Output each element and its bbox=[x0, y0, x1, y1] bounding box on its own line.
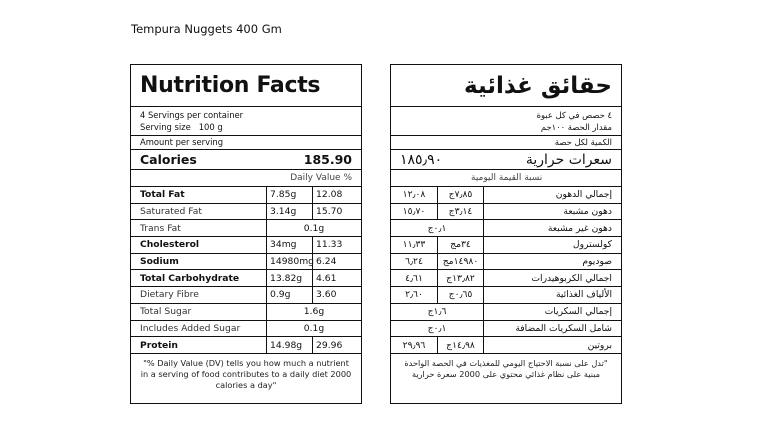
nutrient-daily-value: ١١٫٣٣ bbox=[391, 237, 438, 253]
nutrient-label: Trans Fat bbox=[140, 222, 181, 234]
nutrient-daily-value: ١٢٫٠٨ bbox=[391, 187, 438, 203]
nutrient-amount: ٧٫٨٥ج bbox=[438, 187, 484, 203]
nutrition-facts-panel-arabic bbox=[390, 64, 622, 404]
nutrient-daily-value: ٢٫٦٠ bbox=[391, 287, 438, 303]
daily-value-header-arabic: نسبة القيمة اليومية bbox=[391, 170, 621, 187]
nutrient-label: Total Fat bbox=[140, 189, 185, 201]
serving-size: Serving size 100 g bbox=[140, 122, 223, 132]
nutrient-rows-arabic bbox=[391, 187, 621, 354]
nutrition-facts-panel-english bbox=[130, 64, 362, 404]
nutrient-row bbox=[131, 321, 361, 338]
nutrient-row bbox=[131, 287, 361, 304]
nutrient-row bbox=[131, 337, 361, 354]
nutrient-daily-value: 12.08 bbox=[312, 187, 361, 203]
nutrient-label: بروتين bbox=[587, 339, 612, 351]
nutrient-row bbox=[391, 304, 621, 321]
nutrient-amount: 14980mg bbox=[266, 254, 312, 270]
nutrient-label: Includes Added Sugar bbox=[140, 322, 241, 334]
footnote-arabic: "تدل على نسبة الاحتياج اليومي للمغذيات في الحصة الواحدة مبنية على نظام غذائي محتوي على 2000 سعرة حرارية bbox=[404, 357, 608, 379]
nutrient-row bbox=[131, 254, 361, 271]
panel-header bbox=[391, 65, 621, 107]
nutrient-label: Dietary Fibre bbox=[140, 289, 199, 301]
nutrient-daily-value: 6.24 bbox=[312, 254, 361, 270]
nutrient-label: إجمالي السكريات bbox=[544, 306, 612, 318]
nutrient-label: دهون غير مشبعة bbox=[547, 222, 612, 234]
nutrient-row bbox=[391, 270, 621, 287]
nutrient-amount: ٣٤مج bbox=[438, 237, 484, 253]
nutrient-label: دهون مشبعة bbox=[563, 206, 612, 218]
nutrient-row bbox=[391, 287, 621, 304]
nutrient-row bbox=[131, 187, 361, 204]
nutrient-amount: ٠٫١ج bbox=[391, 220, 484, 236]
nutrient-label: Protein bbox=[140, 339, 178, 351]
nutrient-amount: 0.9g bbox=[266, 287, 312, 303]
nutrient-daily-value: ٦٫٢٤ bbox=[391, 254, 438, 270]
nutrient-row bbox=[131, 304, 361, 321]
nutrient-row bbox=[391, 337, 621, 354]
nutrient-daily-value: 15.70 bbox=[312, 204, 361, 220]
calories-row bbox=[131, 150, 361, 170]
nutrient-amount: 3.14g bbox=[266, 204, 312, 220]
nutrient-label: Saturated Fat bbox=[140, 206, 202, 218]
nutrient-label: كولسترول bbox=[572, 239, 612, 251]
nutrient-label: Sodium bbox=[140, 256, 179, 268]
calories-value-arabic: ١٨٥٫٩٠ bbox=[400, 151, 443, 168]
nutrient-daily-value: ٤٫٦١ bbox=[391, 270, 438, 286]
nutrient-row bbox=[131, 270, 361, 287]
nutrient-amount: ٠٫١ج bbox=[391, 321, 484, 337]
nutrition-facts-heading-arabic: حقائق غذائية bbox=[464, 72, 612, 99]
nutrient-row bbox=[131, 237, 361, 254]
nutrient-rows bbox=[131, 187, 361, 354]
calories-label: Calories bbox=[140, 152, 197, 167]
calories-row-arabic bbox=[391, 150, 621, 170]
nutrient-label: Total Sugar bbox=[140, 306, 192, 318]
nutrient-amount: 0.1g bbox=[266, 220, 361, 236]
nutrient-label: اجمالي الكربوهيدرات bbox=[531, 272, 612, 284]
nutrient-daily-value: 3.60 bbox=[312, 287, 361, 303]
nutrient-amount: 7.85g bbox=[266, 187, 312, 203]
nutrient-row bbox=[391, 204, 621, 221]
serving-info bbox=[131, 107, 361, 136]
serving-info-arabic bbox=[391, 107, 621, 136]
servings-per-container-arabic: ٤ حصص في كل عبوة bbox=[536, 110, 612, 120]
product-title: Tempura Nuggets 400 Gm bbox=[131, 22, 282, 36]
nutrient-row bbox=[131, 204, 361, 221]
nutrient-amount: 1.6g bbox=[266, 304, 361, 320]
nutrient-amount: ٣٫١٤ج bbox=[438, 204, 484, 220]
nutrient-amount: ١٫٦ج bbox=[391, 304, 484, 320]
nutrition-facts-heading: Nutrition Facts bbox=[140, 73, 321, 98]
serving-size-arabic: مقدار الحصة ١٠٠جم bbox=[540, 122, 612, 132]
panel-header bbox=[131, 65, 361, 107]
nutrient-daily-value: 29.96 bbox=[312, 337, 361, 353]
nutrient-row bbox=[391, 237, 621, 254]
nutrient-row bbox=[131, 220, 361, 237]
nutrient-amount: ٠٫٦٥ج bbox=[438, 287, 484, 303]
nutrient-label: Cholesterol bbox=[140, 239, 200, 251]
nutrient-row bbox=[391, 321, 621, 338]
nutrient-label: شامل السكريات المضافة bbox=[515, 322, 612, 334]
nutrient-label: الألياف الغذائية bbox=[555, 289, 612, 301]
nutrient-daily-value: ١٥٫٧٠ bbox=[391, 204, 438, 220]
nutrient-row bbox=[391, 187, 621, 204]
nutrient-label: صوديوم bbox=[582, 256, 612, 268]
amount-per-serving: Amount per serving bbox=[131, 136, 361, 150]
nutrient-amount: 34mg bbox=[266, 237, 312, 253]
nutrient-row bbox=[391, 254, 621, 271]
nutrient-row bbox=[391, 220, 621, 237]
nutrient-label: Total Carbohydrate bbox=[140, 272, 240, 284]
nutrient-amount: 0.1g bbox=[266, 321, 361, 337]
footnote: "% Daily Value (DV) tells you how much a nutrient in a serving of food contributes to a daily diet 2000 calories a day" bbox=[140, 357, 352, 390]
daily-value-header: Daily Value % bbox=[131, 170, 361, 187]
nutrient-amount: ١٣٫٨٢ج bbox=[438, 270, 484, 286]
amount-per-serving-arabic: الكمية لكل حصة bbox=[391, 136, 621, 150]
nutrient-daily-value: 4.61 bbox=[312, 270, 361, 286]
nutrient-amount: 13.82g bbox=[266, 270, 312, 286]
nutrient-amount: 14.98g bbox=[266, 337, 312, 353]
nutrient-amount: ١٤٫٩٨ج bbox=[438, 337, 484, 353]
servings-per-container: 4 Servings per container bbox=[140, 110, 244, 120]
calories-value: 185.90 bbox=[303, 152, 352, 167]
nutrient-daily-value: 11.33 bbox=[312, 237, 361, 253]
nutrient-amount: ١٤٩٨٠مج bbox=[438, 254, 484, 270]
nutrient-label: إجمالي الدهون bbox=[555, 189, 612, 201]
calories-label-arabic: سعرات حرارية bbox=[525, 151, 612, 168]
nutrient-daily-value: ٢٩٫٩٦ bbox=[391, 337, 438, 353]
